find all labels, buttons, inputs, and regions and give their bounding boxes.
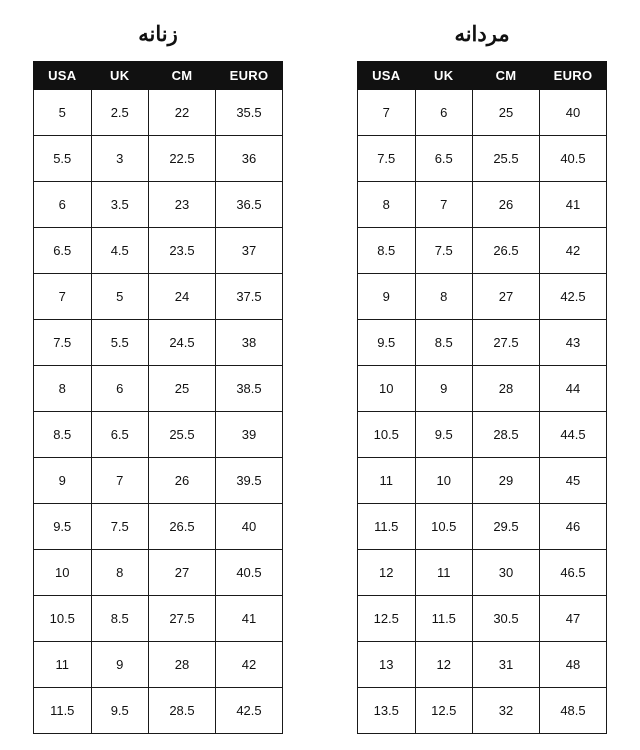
cell-euro: 48 [539, 642, 606, 688]
cell-usa: 7 [34, 274, 92, 320]
table-row [34, 596, 283, 642]
column-header-cm: CM [149, 62, 216, 90]
cell-cm: 26 [149, 458, 216, 504]
cell-cm: 27.5 [149, 596, 216, 642]
table-row [358, 688, 607, 734]
cell-usa: 9.5 [34, 504, 92, 550]
cell-usa: 10 [34, 550, 92, 596]
cell-euro: 37.5 [215, 274, 282, 320]
cell-usa: 8 [34, 366, 92, 412]
cell-euro: 46 [539, 504, 606, 550]
cell-usa: 5 [34, 90, 92, 136]
cell-cm: 23.5 [149, 228, 216, 274]
cell-usa: 12.5 [358, 596, 416, 642]
mens-table-body [358, 90, 607, 734]
column-header-uk: UK [415, 62, 473, 90]
womens-size-panel [22, 18, 294, 734]
cell-usa: 13.5 [358, 688, 416, 734]
cell-cm: 28 [149, 642, 216, 688]
cell-uk: 12 [415, 642, 473, 688]
table-row [358, 596, 607, 642]
cell-euro: 36 [215, 136, 282, 182]
column-header-usa: USA [358, 62, 416, 90]
cell-euro: 35.5 [215, 90, 282, 136]
table-row [34, 688, 283, 734]
cell-uk: 11.5 [415, 596, 473, 642]
cell-euro: 40.5 [539, 136, 606, 182]
cell-cm: 22 [149, 90, 216, 136]
table-row [34, 366, 283, 412]
cell-euro: 42 [215, 642, 282, 688]
cell-uk: 5 [91, 274, 149, 320]
cell-euro: 40.5 [215, 550, 282, 596]
column-header-uk: UK [91, 62, 149, 90]
womens-table-body [34, 90, 283, 734]
cell-euro: 38 [215, 320, 282, 366]
cell-usa: 10 [358, 366, 416, 412]
cell-uk: 10.5 [415, 504, 473, 550]
cell-cm: 26.5 [149, 504, 216, 550]
cell-usa: 6.5 [34, 228, 92, 274]
cell-euro: 45 [539, 458, 606, 504]
cell-uk: 8 [415, 274, 473, 320]
cell-cm: 25 [473, 90, 540, 136]
table-row [34, 320, 283, 366]
cell-usa: 11 [34, 642, 92, 688]
table-row [358, 458, 607, 504]
cell-usa: 6 [34, 182, 92, 228]
cell-euro: 41 [215, 596, 282, 642]
cell-euro: 40 [215, 504, 282, 550]
cell-uk: 11 [415, 550, 473, 596]
column-header-euro: EURO [215, 62, 282, 90]
cell-uk: 7 [91, 458, 149, 504]
cell-cm: 24.5 [149, 320, 216, 366]
cell-usa: 10.5 [358, 412, 416, 458]
cell-cm: 23 [149, 182, 216, 228]
column-header-usa: USA [34, 62, 92, 90]
table-row [358, 228, 607, 274]
table-row [358, 320, 607, 366]
column-header-cm: CM [473, 62, 540, 90]
table-row [358, 182, 607, 228]
cell-uk: 9.5 [91, 688, 149, 734]
cell-cm: 28.5 [473, 412, 540, 458]
cell-cm: 28.5 [149, 688, 216, 734]
table-row [358, 550, 607, 596]
cell-usa: 8.5 [358, 228, 416, 274]
cell-cm: 27 [473, 274, 540, 320]
table-row [358, 504, 607, 550]
cell-uk: 9 [91, 642, 149, 688]
cell-uk: 7 [415, 182, 473, 228]
cell-euro: 38.5 [215, 366, 282, 412]
table-row [34, 136, 283, 182]
cell-uk: 7.5 [91, 504, 149, 550]
cell-cm: 28 [473, 366, 540, 412]
cell-cm: 24 [149, 274, 216, 320]
cell-euro: 46.5 [539, 550, 606, 596]
cell-cm: 22.5 [149, 136, 216, 182]
cell-usa: 5.5 [34, 136, 92, 182]
table-row [34, 642, 283, 688]
cell-uk: 5.5 [91, 320, 149, 366]
cell-uk: 6 [415, 90, 473, 136]
cell-usa: 9.5 [358, 320, 416, 366]
cell-usa: 12 [358, 550, 416, 596]
cell-uk: 2.5 [91, 90, 149, 136]
cell-uk: 6.5 [91, 412, 149, 458]
cell-uk: 10 [415, 458, 473, 504]
column-header-euro: EURO [539, 62, 606, 90]
cell-euro: 40 [539, 90, 606, 136]
table-row [34, 182, 283, 228]
cell-usa: 7.5 [358, 136, 416, 182]
table-row [34, 458, 283, 504]
womens-panel-title: زنانه [138, 23, 178, 46]
cell-cm: 25 [149, 366, 216, 412]
cell-uk: 6.5 [415, 136, 473, 182]
cell-euro: 44 [539, 366, 606, 412]
table-row [34, 90, 283, 136]
cell-cm: 26 [473, 182, 540, 228]
table-row [34, 228, 283, 274]
cell-euro: 37 [215, 228, 282, 274]
cell-euro: 48.5 [539, 688, 606, 734]
mens-size-panel [346, 18, 618, 734]
table-row [34, 412, 283, 458]
cell-euro: 43 [539, 320, 606, 366]
cell-uk: 4.5 [91, 228, 149, 274]
cell-usa: 8 [358, 182, 416, 228]
table-row [358, 136, 607, 182]
table-header-row [34, 62, 283, 90]
cell-uk: 6 [91, 366, 149, 412]
womens-size-table [33, 61, 283, 734]
cell-uk: 7.5 [415, 228, 473, 274]
cell-usa: 7 [358, 90, 416, 136]
mens-panel-title: مردانه [454, 23, 510, 46]
cell-uk: 9.5 [415, 412, 473, 458]
cell-usa: 11.5 [34, 688, 92, 734]
cell-cm: 30.5 [473, 596, 540, 642]
cell-euro: 36.5 [215, 182, 282, 228]
cell-usa: 11.5 [358, 504, 416, 550]
cell-euro: 42 [539, 228, 606, 274]
cell-usa: 9 [34, 458, 92, 504]
cell-usa: 11 [358, 458, 416, 504]
cell-euro: 41 [539, 182, 606, 228]
table-row [358, 366, 607, 412]
cell-cm: 25.5 [473, 136, 540, 182]
cell-uk: 8 [91, 550, 149, 596]
cell-euro: 42.5 [539, 274, 606, 320]
cell-usa: 8.5 [34, 412, 92, 458]
table-row [34, 504, 283, 550]
table-row [358, 90, 607, 136]
table-row [358, 412, 607, 458]
cell-euro: 39.5 [215, 458, 282, 504]
cell-cm: 27.5 [473, 320, 540, 366]
table-row [358, 642, 607, 688]
cell-cm: 31 [473, 642, 540, 688]
cell-euro: 39 [215, 412, 282, 458]
table-row [358, 274, 607, 320]
cell-cm: 29.5 [473, 504, 540, 550]
mens-size-table [357, 61, 607, 734]
cell-uk: 3 [91, 136, 149, 182]
cell-euro: 44.5 [539, 412, 606, 458]
cell-uk: 12.5 [415, 688, 473, 734]
cell-cm: 30 [473, 550, 540, 596]
cell-usa: 7.5 [34, 320, 92, 366]
cell-usa: 9 [358, 274, 416, 320]
mens-table-head [358, 62, 607, 90]
cell-uk: 3.5 [91, 182, 149, 228]
table-header-row [358, 62, 607, 90]
cell-uk: 8.5 [415, 320, 473, 366]
cell-euro: 42.5 [215, 688, 282, 734]
cell-uk: 8.5 [91, 596, 149, 642]
cell-cm: 25.5 [149, 412, 216, 458]
cell-cm: 27 [149, 550, 216, 596]
cell-euro: 47 [539, 596, 606, 642]
table-row [34, 550, 283, 596]
cell-usa: 13 [358, 642, 416, 688]
cell-cm: 29 [473, 458, 540, 504]
cell-cm: 26.5 [473, 228, 540, 274]
cell-usa: 10.5 [34, 596, 92, 642]
womens-table-head [34, 62, 283, 90]
cell-cm: 32 [473, 688, 540, 734]
table-row [34, 274, 283, 320]
cell-uk: 9 [415, 366, 473, 412]
